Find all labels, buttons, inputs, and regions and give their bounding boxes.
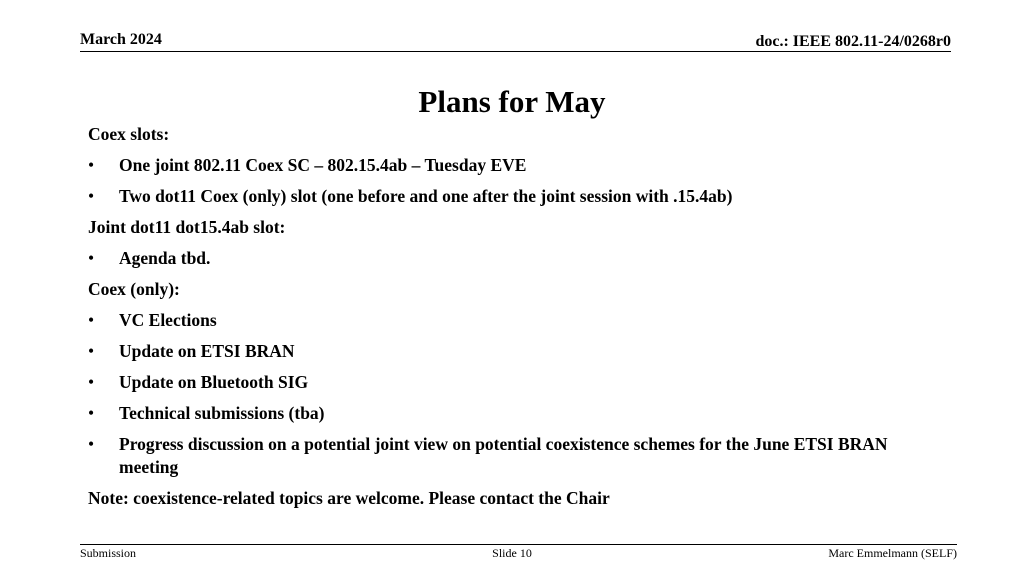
bullet-icon: • <box>88 341 95 361</box>
footer-slide-number: Slide 10 <box>492 546 532 560</box>
section-heading-joint-slot: Joint dot11 dot15.4ab slot: <box>88 217 286 237</box>
bullet-text: Technical submissions (tba) <box>119 403 325 423</box>
footer-author: Marc Emmelmann (SELF) <box>828 546 957 560</box>
header-doc-id: doc.: IEEE 802.11-24/0268r0 <box>755 33 951 50</box>
footer-divider <box>80 544 957 545</box>
bullet-item <box>88 185 948 208</box>
bullet-icon: • <box>88 310 95 330</box>
slide-title: Plans for May <box>418 84 606 119</box>
note-text: Note: coexistence-related topics are welcome. Please contact the Chair <box>88 488 610 508</box>
bullet-icon: • <box>88 434 95 454</box>
bullet-text: Progress discussion on a potential joint view on potential coexistence schemes for the June ETSI BRAN meeting <box>119 434 888 477</box>
bullet-text: Agenda tbd. <box>119 248 211 268</box>
bullet-item <box>88 402 948 425</box>
bullet-text: One joint 802.11 Coex SC – 802.15.4ab – Tuesday EVE <box>119 155 527 175</box>
bullet-icon: • <box>88 248 95 268</box>
bullet-text: Update on Bluetooth SIG <box>119 372 309 392</box>
footer-submission: Submission <box>80 546 137 560</box>
bullet-item <box>88 371 948 394</box>
bullet-item <box>88 154 948 177</box>
bullet-icon: • <box>88 155 95 175</box>
bullet-item <box>88 340 948 363</box>
bullet-icon: • <box>88 403 95 423</box>
bullet-item <box>88 433 948 479</box>
bullet-item <box>88 309 948 332</box>
slide-body <box>88 123 948 518</box>
bullet-icon: • <box>88 186 95 206</box>
bullet-text: Two dot11 Coex (only) slot (one before and one after the joint session with .15.4ab) <box>119 186 733 206</box>
section-heading-coex-slots: Coex slots: <box>88 124 170 144</box>
header-divider <box>80 51 951 52</box>
section-heading-coex-only: Coex (only): <box>88 279 180 299</box>
bullet-text: Update on ETSI BRAN <box>119 341 295 361</box>
bullet-text: VC Elections <box>119 310 217 330</box>
bullet-item <box>88 247 948 270</box>
header-date: March 2024 <box>80 31 162 48</box>
bullet-icon: • <box>88 372 95 392</box>
